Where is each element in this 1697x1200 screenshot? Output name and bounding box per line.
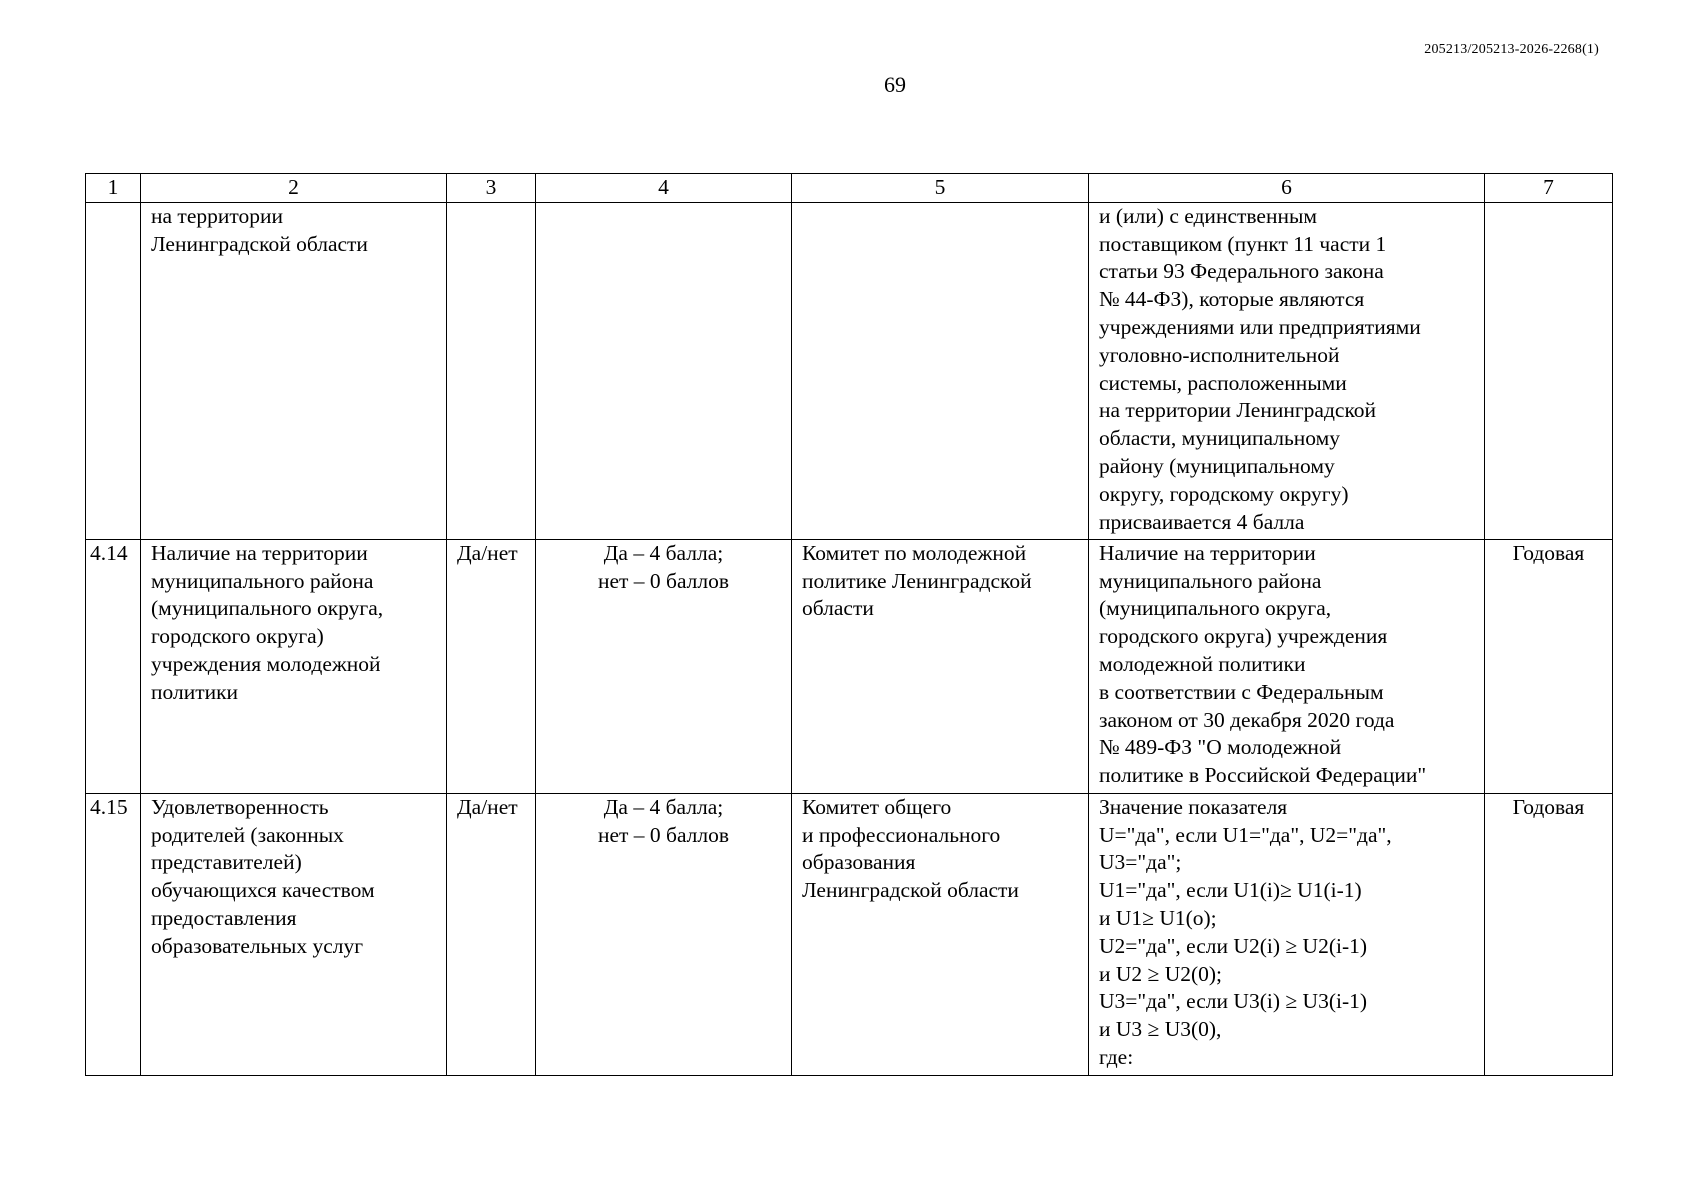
row-number <box>86 202 141 539</box>
table-row <box>86 793 1613 1075</box>
method-cell: Значение показателя U="да", если U1="да", U2="да", U3="да"; U1="да", если U1(i)≥ U1(i-1) и U1≥ U1(o); U2="да", если U2(i) ≥ U2(i-1) и U2 ≥ U2(0); U3="да", если U3(i) ≥ U3(i-1) и U3 ≥ U3(0), где: <box>1089 793 1485 1075</box>
indicator-cell: Удовлетворенность родителей (законных представителей) обучающихся качеством предоставления образовательных услуг <box>141 793 447 1075</box>
column-header: 6 <box>1089 174 1485 203</box>
indicator-cell: Наличие на территории муниципального района (муниципального округа, городского округа) учреждения молодежной политики <box>141 539 447 793</box>
page-number: 69 <box>884 72 906 97</box>
document-id: 205213/205213-2026-2268(1) <box>1424 42 1599 57</box>
scoring-cell: Да – 4 балла; нет – 0 баллов <box>536 539 792 793</box>
method-cell: и (или) с единственным поставщиком (пункт 11 части 1 статьи 93 Федерального закона № 44-ФЗ), которые являются учреждениями или предприятиями уголовно-исполнительной системы, расположенными на территории Ленинградской области, муниципальному району (муниципальному округу, городскому округу) присваивается 4 балла <box>1089 202 1485 539</box>
period-cell: Годовая <box>1485 793 1613 1075</box>
column-header: 2 <box>141 174 447 203</box>
indicator-cell: на территории Ленинградской области <box>141 202 447 539</box>
unit-cell <box>447 202 536 539</box>
column-header: 1 <box>86 174 141 203</box>
scoring-cell <box>536 202 792 539</box>
table-row <box>86 539 1613 793</box>
unit-cell: Да/нет <box>447 539 536 793</box>
period-cell: Годовая <box>1485 539 1613 793</box>
row-number: 4.15 <box>86 793 141 1075</box>
column-header: 7 <box>1485 174 1613 203</box>
table-row <box>86 202 1613 539</box>
table-header-row <box>86 174 1613 203</box>
indicator-table <box>85 173 1613 1076</box>
method-cell: Наличие на территории муниципального района (муниципального округа, городского округа) учреждения молодежной политики в соответствии с Федеральным законом от 30 декабря 2020 года № 489-ФЗ "О молодежной политике в Российской Федерации" <box>1089 539 1485 793</box>
column-header: 5 <box>792 174 1089 203</box>
responsible-cell: Комитет по молодежной политике Ленинградской области <box>792 539 1089 793</box>
unit-cell: Да/нет <box>447 793 536 1075</box>
scoring-cell: Да – 4 балла; нет – 0 баллов <box>536 793 792 1075</box>
responsible-cell <box>792 202 1089 539</box>
column-header: 3 <box>447 174 536 203</box>
period-cell <box>1485 202 1613 539</box>
responsible-cell: Комитет общего и профессионального образования Ленинградской области <box>792 793 1089 1075</box>
row-number: 4.14 <box>86 539 141 793</box>
column-header: 4 <box>536 174 792 203</box>
